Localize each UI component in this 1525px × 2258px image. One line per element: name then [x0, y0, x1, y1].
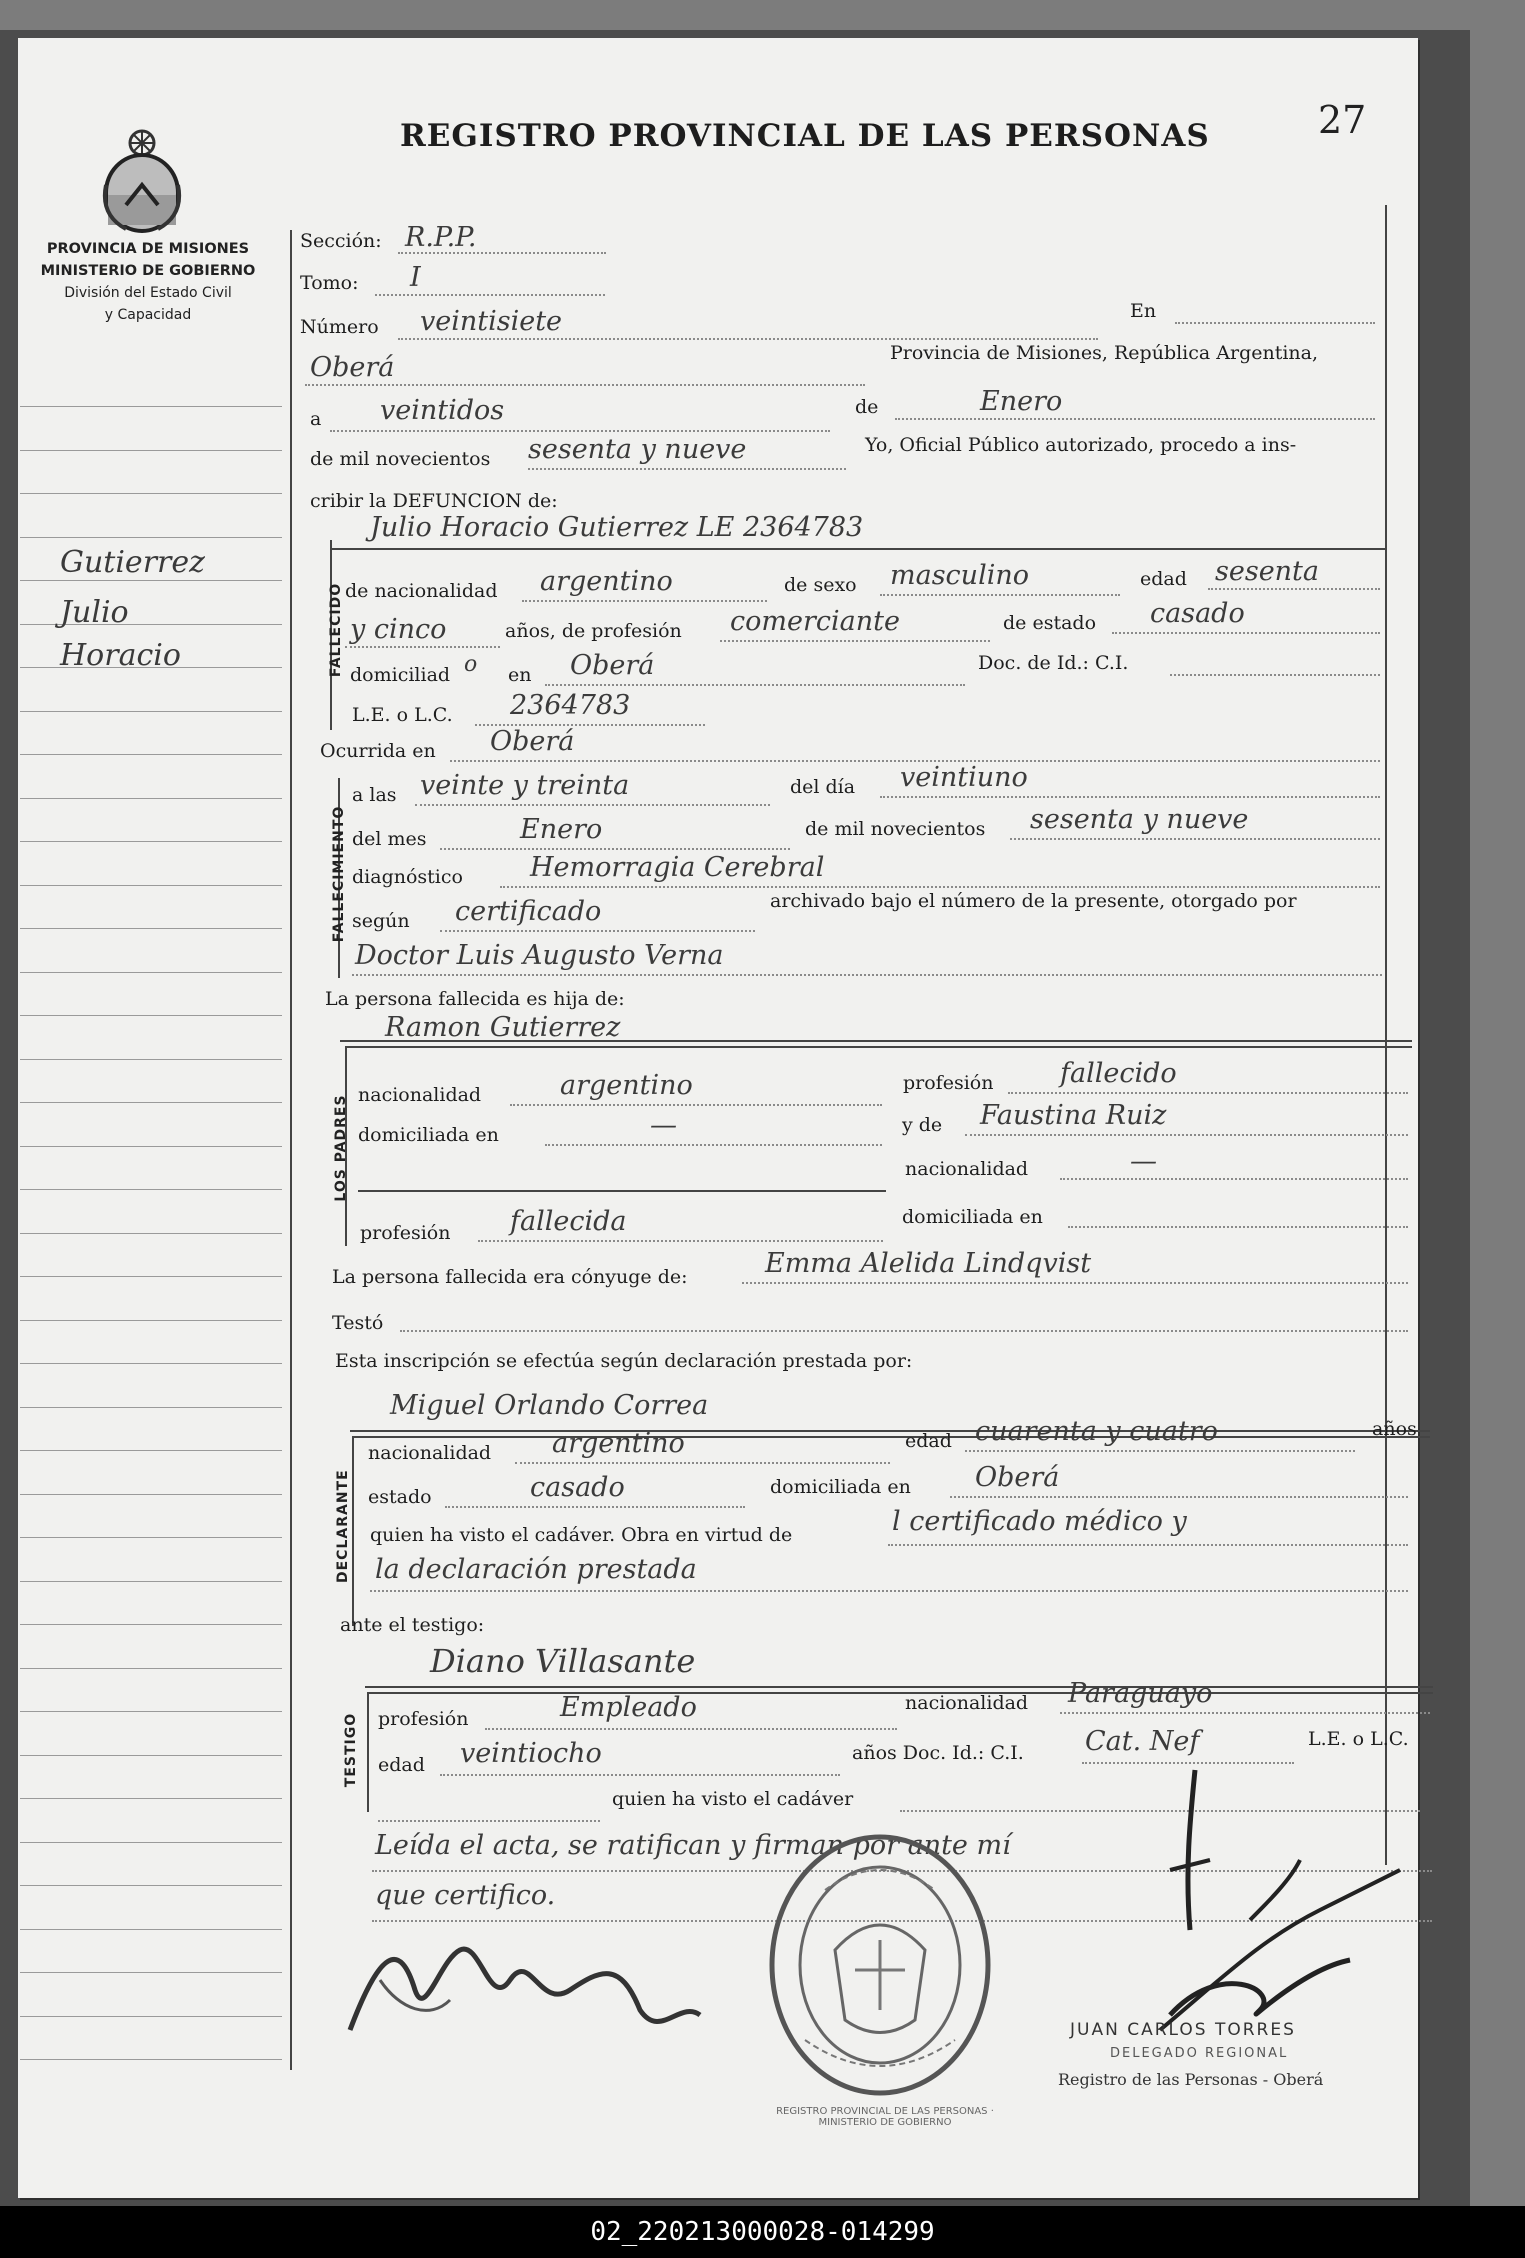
conyuge-label: La persona fallecida era cónyuge de:: [332, 1266, 688, 1288]
officer-title: DELEGADO REGIONAL: [1110, 2046, 1289, 2061]
madre-nombre: Faustina Ruiz: [980, 1100, 1167, 1131]
padre-nacionalidad-label: nacionalidad: [358, 1084, 482, 1106]
image-caption: 02_220213000028-014299: [0, 2206, 1525, 2258]
anios-profesion-label: años, de profesión: [505, 620, 682, 642]
coat-of-arms-icon: [96, 125, 188, 235]
edad-label: edad: [1140, 568, 1187, 590]
declarante-edad-label: edad: [905, 1430, 952, 1452]
madre-profesion-label: profesión: [360, 1222, 451, 1244]
padres-section-label: LOS PADRES: [333, 1094, 349, 1202]
declarante-anios-label: años: [1372, 1418, 1417, 1440]
ocurrida-label: Ocurrida en: [320, 740, 436, 762]
testigo-doc-label: años Doc. Id.: C.I.: [852, 1742, 1024, 1764]
madre-nacionalidad: —: [1130, 1146, 1157, 1177]
testigo-profesion: Empleado: [560, 1692, 697, 1723]
fallecido-nacionalidad: argentino: [540, 566, 673, 597]
declarante-obra-2: la declaración prestada: [375, 1554, 697, 1585]
padre-domicilio: —: [650, 1110, 677, 1141]
declarante-section-label: DECLARANTE: [335, 1469, 351, 1583]
domicilio-label: domiciliad: [350, 664, 451, 686]
declarante-intro: Esta inscripción se efectúa según declaración prestada por:: [335, 1350, 913, 1372]
declarante-domicilio: Oberá: [975, 1462, 1060, 1493]
document-title: REGISTRO PROVINCIAL DE LAS PERSONAS: [400, 118, 1210, 154]
padre-nacionalidad: argentino: [560, 1070, 693, 1101]
declarante-estado-label: estado: [368, 1486, 432, 1508]
padre-domiciliada-label: domiciliada en: [358, 1124, 499, 1146]
declarante-estado: casado: [530, 1472, 625, 1503]
declarante-obra-1: l certificado médico y: [892, 1506, 1187, 1537]
fallecido-domicilio: Oberá: [570, 650, 655, 681]
closing-line-2: que certifico.: [375, 1880, 556, 1911]
stamp-text: REGISTRO PROVINCIAL DE LAS PERSONAS · MINISTERIO DE GOBIERNO: [776, 2106, 994, 2128]
madre-domiciliada-label: domiciliada en: [902, 1206, 1043, 1228]
declarante-nombre: Miguel Orlando Correa: [390, 1390, 709, 1421]
madre-profesion: fallecida: [510, 1206, 627, 1237]
oficial-text: Yo, Oficial Público autorizado, procedo a ins-: [865, 434, 1297, 456]
official-stamp-icon: [765, 1830, 995, 2100]
officer-name: JUAN CARLOS TORRES: [1070, 2020, 1296, 2040]
madre-nacionalidad-label: nacionalidad: [905, 1158, 1029, 1180]
fallecido-estado: casado: [1150, 598, 1245, 629]
fallecimiento-dia: veintiuno: [900, 762, 1028, 793]
fallecido-profesion: comerciante: [730, 606, 900, 637]
issuer-line: MINISTERIO DE GOBIERNO: [40, 263, 256, 279]
fallecido-edad-2: y cinco: [350, 614, 447, 645]
padres-intro: La persona fallecida es hija de:: [325, 988, 625, 1010]
fallecido-le: 2364783: [510, 690, 631, 721]
diagnostico-value: Hemorragia Cerebral: [530, 852, 825, 883]
testo-label: Testó: [332, 1312, 384, 1334]
testigo-section-label: TESTIGO: [343, 1712, 359, 1788]
fallecimiento-section-label: FALLECIMIENTO: [331, 805, 347, 943]
segun-value: certificado: [455, 896, 602, 927]
conyuge-value: Emma Alelida Lindqvist: [765, 1248, 1092, 1279]
tomo-value: I: [410, 262, 421, 293]
y-de-label: y de: [902, 1114, 943, 1136]
form-right-border: [1385, 205, 1387, 1865]
form-left-border: [290, 230, 292, 2070]
ocurrida-value: Oberá: [490, 726, 575, 757]
mes-value: Enero: [980, 386, 1063, 417]
anio-label: de mil novecientos: [310, 448, 491, 470]
testigo-nombre: Diano Villasante: [430, 1642, 696, 1680]
dia-value: veintidos: [380, 395, 505, 426]
medico-value: Doctor Luis Augusto Verna: [355, 940, 724, 971]
officer-signature: [1100, 1760, 1430, 2060]
de-label: de: [855, 396, 879, 418]
inscribir-text: cribir la DEFUNCION de:: [310, 490, 558, 512]
segun-label: según: [352, 910, 410, 932]
mes-label: del mes: [352, 828, 427, 850]
issuer-line: PROVINCIA DE MISIONES: [46, 241, 250, 257]
fallecimiento-mes: Enero: [520, 814, 603, 845]
domicilio-suffix: o: [464, 652, 478, 677]
issuer-block: [12, 238, 284, 326]
dia-label: del día: [790, 776, 856, 798]
a-label: a: [310, 408, 322, 430]
en-label: En: [1130, 300, 1157, 322]
mil-novecientos-label: de mil novecientos: [805, 818, 986, 840]
fallecido-sexo: masculino: [890, 560, 1029, 591]
testigo-visto-text: quien ha visto el cadáver: [612, 1788, 854, 1810]
testigo-edad: veintiocho: [460, 1738, 602, 1769]
lugar-value: Oberá: [310, 352, 395, 383]
page-number: 27: [1318, 98, 1367, 142]
nacionalidad-label: de nacionalidad: [345, 580, 498, 602]
archivado-text: archivado bajo el número de la presente, otorgado por: [770, 890, 1297, 912]
numero-label: Número: [300, 316, 379, 338]
declarante-visto-text: quien ha visto el cadáver. Obra en virtud de: [370, 1524, 793, 1546]
declarante-domiciliada-label: domiciliada en: [770, 1476, 911, 1498]
padre-profesion-label: profesión: [903, 1072, 994, 1094]
testigo-doc-value: Cat. Nef: [1085, 1726, 1200, 1757]
fallecido-section-label: FALLECIDO: [328, 582, 344, 678]
margin-first-name: Julio: [60, 595, 129, 630]
margin-surname: Gutierrez: [60, 545, 205, 580]
margin-middle-name: Horacio: [60, 638, 181, 673]
declarante-edad: cuarenta y cuatro: [975, 1416, 1218, 1447]
diagnostico-label: diagnóstico: [352, 866, 463, 888]
doc-label: Doc. de Id.: C.I.: [978, 652, 1129, 674]
hora-value: veinte y treinta: [420, 770, 630, 801]
issuer-line: División del Estado Civil: [64, 285, 232, 301]
testigo-intro: ante el testigo:: [340, 1614, 485, 1636]
hora-label: a las: [352, 784, 397, 806]
fallecimiento-anio: sesenta y nueve: [1030, 804, 1249, 835]
officer-office: Registro de las Personas - Oberá: [1058, 2070, 1324, 2089]
estado-label: de estado: [1003, 612, 1097, 634]
closing-line-1: Leída el acta, se ratifican y firman por ante mí: [375, 1830, 1011, 1861]
seccion-label: Sección:: [300, 230, 382, 252]
tomo-label: Tomo:: [300, 272, 359, 294]
declarante-nacionalidad-label: nacionalidad: [368, 1442, 492, 1464]
anio-value: sesenta y nueve: [528, 434, 747, 465]
padre-nombre: Ramon Gutierrez: [385, 1012, 621, 1043]
testigo-nacionalidad-label: nacionalidad: [905, 1692, 1029, 1714]
padre-profesion: fallecido: [1060, 1058, 1177, 1089]
fallecido-edad-1: sesenta: [1215, 556, 1320, 587]
testigo-nacionalidad: Paraguayo: [1068, 1678, 1213, 1709]
en-label: en: [508, 664, 532, 686]
fallecido-nombre: Julio Horacio Gutierrez LE 2364783: [370, 512, 864, 543]
testigo-le-label: L.E. o L.C.: [1308, 1728, 1409, 1750]
testigo-profesion-label: profesión: [378, 1708, 469, 1730]
le-label: L.E. o L.C.: [352, 704, 453, 726]
provincia-text: Provincia de Misiones, República Argentina,: [890, 342, 1319, 364]
sexo-label: de sexo: [784, 574, 857, 596]
testigo-edad-label: edad: [378, 1754, 425, 1776]
seccion-value: R.P.P.: [405, 222, 477, 253]
declarante-nacionalidad: argentino: [552, 1428, 685, 1459]
declarant-signature: [340, 1920, 710, 2050]
issuer-line: y Capacidad: [104, 307, 192, 323]
numero-value: veintisiete: [420, 306, 563, 337]
